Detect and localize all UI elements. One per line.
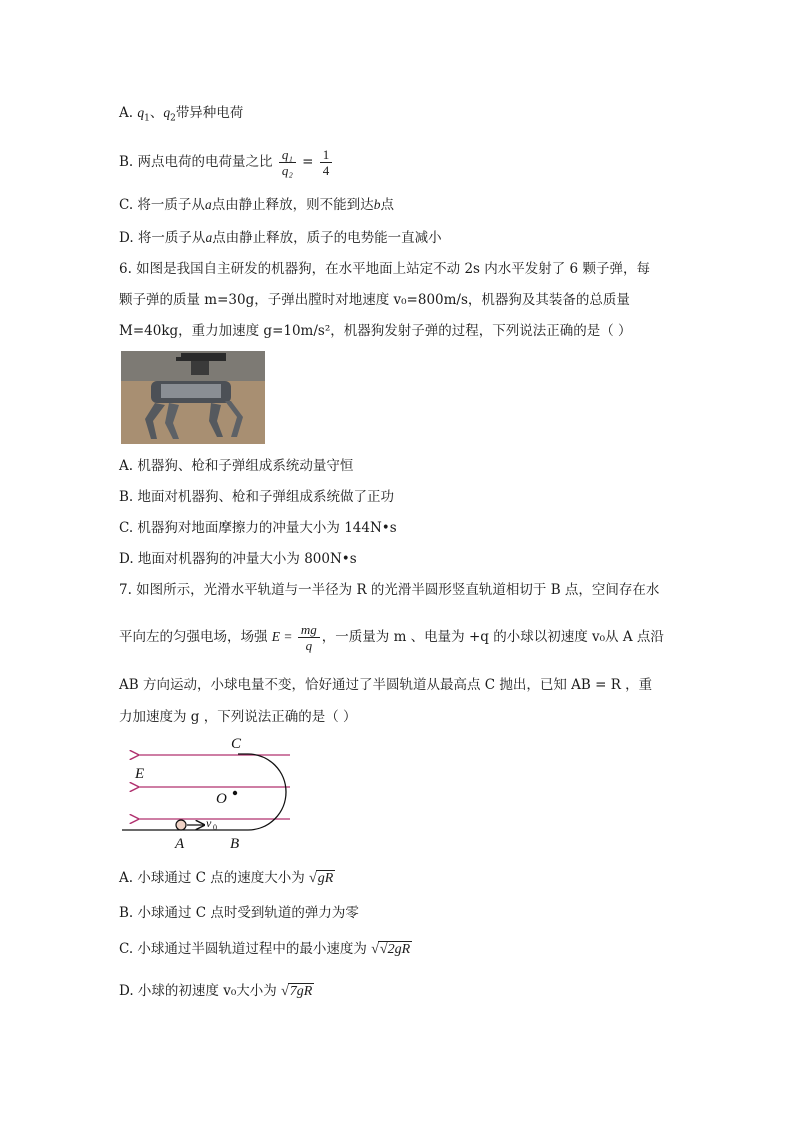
option-d-text-1: D. 将一质子从 (119, 230, 206, 246)
fraction-numerator: q₁ (279, 147, 296, 163)
q5-option-b (119, 145, 334, 179)
label-o: O (216, 791, 227, 807)
charge-ratio-fraction (279, 147, 296, 178)
sqrt-expression: √7gR (281, 984, 313, 999)
option-a-text: 带异种电荷 (175, 105, 244, 121)
q6-option-c: C. 机器狗对地面摩擦力的冲量大小为 144N•s (119, 520, 397, 536)
q6-stem-line-3: M=40kg，重力加速度 g=10m/s²，机器狗发射子弹的过程，下列说法正确的是（ ） (119, 323, 632, 339)
track-field-diagram (118, 733, 298, 855)
option-d-text-2: 点由静止释放，质子的电势能一直减小 (212, 230, 442, 246)
label-v: v (206, 816, 212, 830)
separator: 、 (149, 105, 164, 121)
q6-option-b: B. 地面对机器狗、枪和子弹组成系统做了正功 (119, 489, 395, 505)
q6-option-a: A. 机器狗、枪和子弹组成系统动量守恒 (119, 458, 354, 474)
robot-dog-illustration (121, 351, 265, 444)
point-a-symbol: a (205, 230, 213, 245)
q2-symbol: q (163, 105, 171, 120)
q5-option-a (119, 103, 243, 129)
q2-subscript: 2 (170, 113, 176, 124)
fraction-denominator: q (305, 638, 313, 653)
q7-option-a (119, 868, 335, 889)
radicand: gR (317, 871, 334, 886)
ball (176, 820, 186, 830)
option-a-text: A. 小球通过 C 点的速度大小为 (119, 870, 305, 886)
q7-stem-line-2 (119, 620, 664, 654)
label-b: B (230, 836, 240, 852)
option-a-prefix: A. (119, 105, 138, 121)
q7-stem-line-1: 7. 如图所示，光滑水平轨道与一半径为 R 的光滑半圆形竖直轨道相切于 B 点，空间存在水 (119, 582, 660, 598)
radicand: 7gR (289, 984, 313, 999)
q6-stem-line-1: 6. 如图是我国自主研发的机器狗，在水平地面上站定不动 2s 内水平发射了 6 颗子弹，每 (119, 261, 650, 277)
q1-subscript: 1 (144, 113, 150, 124)
q7-stem-line-3: AB 方向运动，小球电量不变，恰好通过了半圆轨道从最高点 C 抛出，已知 AB = R ，重 (119, 677, 653, 693)
q6-option-d: D. 地面对机器狗的冲量大小为 800N•s (119, 551, 357, 567)
ratio-denominator: 4 (322, 163, 330, 178)
option-c-text-2: 点由静止释放，则不能到达 (211, 197, 374, 213)
fraction-numerator: mg (298, 622, 320, 638)
point-a-symbol: a (204, 197, 212, 212)
option-c-text: C. 小球通过半圆轨道过程中的最小速度为 (119, 941, 367, 957)
option-c-text-1: C. 将一质子从 (119, 197, 205, 213)
q1-symbol: q (137, 105, 145, 120)
robot-dog-photo (121, 351, 265, 444)
equals-sign: = (297, 154, 318, 170)
q5-option-c (119, 195, 394, 215)
option-c-text-3: 点 (380, 197, 394, 213)
label-e: E (135, 766, 145, 782)
sqrt-expression: √gR (309, 871, 334, 886)
ratio-numerator: 1 (320, 147, 333, 163)
q7-option-b: B. 小球通过 C 点时受到轨道的弹力为零 (119, 905, 359, 921)
label-v-subscript: 0 (213, 823, 217, 832)
option-b-text: B. 两点电荷的电荷量之比 (119, 154, 273, 170)
ratio-value-fraction (320, 147, 333, 178)
q7-option-c (119, 939, 412, 960)
radicand: √2gR (379, 942, 411, 957)
center-point (233, 791, 237, 795)
option-d-text: D. 小球的初速度 v₀大小为 (119, 983, 277, 999)
field-strength-fraction (298, 622, 320, 653)
field-strength-symbol: E = (271, 629, 296, 644)
label-c: C (231, 736, 242, 752)
sqrt-expression: √√2gR (371, 942, 411, 957)
q7-option-d (119, 981, 314, 1002)
q7-stem-line-4: 力加速度为 g ，下列说法正确的是（ ） (119, 709, 357, 725)
q7-line2-text-a: 平向左的匀强电场，场强 (119, 629, 272, 645)
q6-stem-line-2: 颗子弹的质量 m=30g，子弹出膛时对地速度 v₀=800m/s，机器狗及其装备的总质量 (119, 292, 630, 308)
q5-option-d (119, 228, 442, 248)
label-a: A (175, 836, 185, 852)
fraction-denominator: q₂ (281, 163, 293, 178)
point-b-symbol: b (373, 197, 381, 212)
q7-line2-text-b: ，一质量为 m 、电量为 +q 的小球以初速度 v₀从 A 点沿 (321, 629, 664, 645)
